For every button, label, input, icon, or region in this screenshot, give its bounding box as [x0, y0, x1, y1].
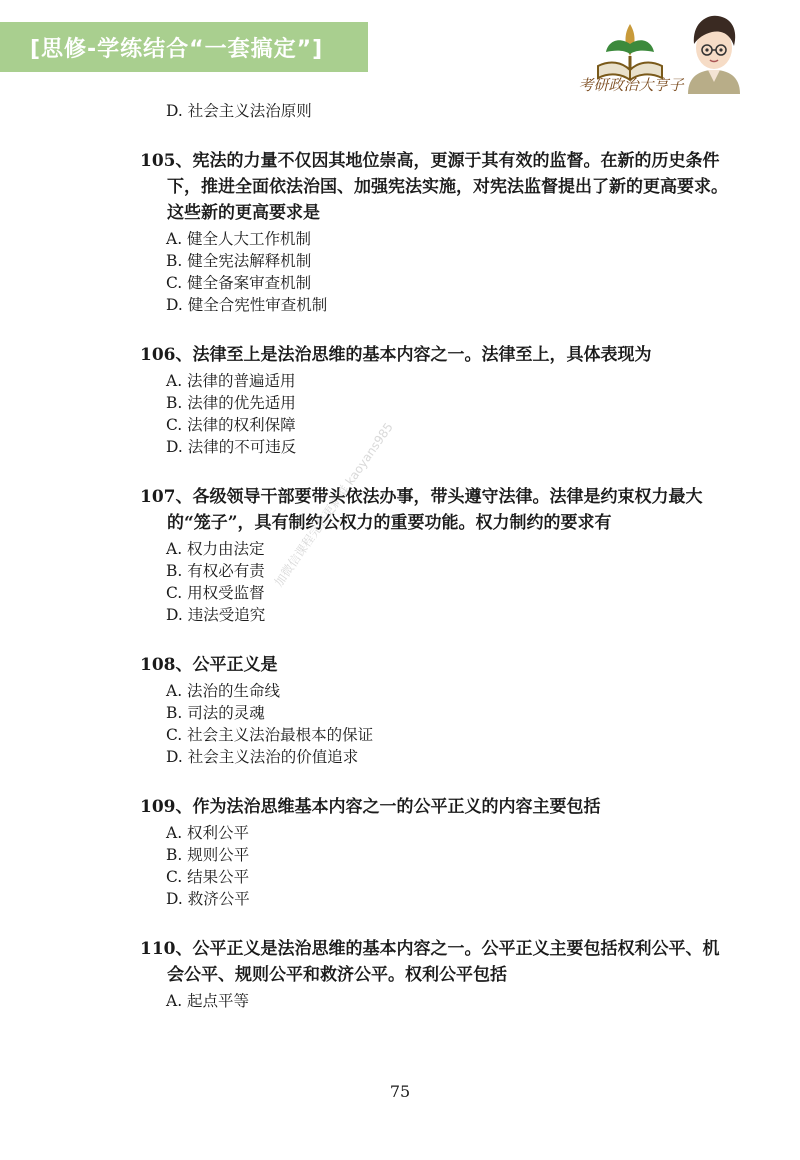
question-stem — [140, 794, 730, 820]
question-108 — [140, 652, 730, 768]
header-title: [思修-学练结合“一套搞定”] — [30, 36, 324, 62]
question-text: 公平正义是 — [192, 655, 278, 675]
option-b: B. 司法的灵魂 — [166, 704, 265, 722]
option-c: C. 结果公平 — [166, 868, 250, 886]
option-d: D. 健全合宪性审查机制 — [166, 296, 328, 314]
header-band — [0, 22, 368, 72]
option-b: B. 健全宪法解释机制 — [166, 252, 312, 270]
option-list — [140, 822, 730, 910]
question-text: 宪法的力量不仅因其地位崇高，更源于其有效的监督。在新的历史条件下，推进全面依法治国、加强宪法实施，对宪法监督提出了新的更高要求。这些新的更高要求是 — [167, 151, 728, 223]
question-number: 105、 — [140, 151, 193, 171]
option-d: D. 救济公平 — [166, 890, 250, 908]
option-c: C. 社会主义法治最根本的保证 — [166, 726, 374, 744]
option-list — [140, 370, 730, 458]
option-b: B. 法律的优先适用 — [166, 394, 296, 412]
question-109 — [140, 794, 730, 910]
option-a: A. 权力由法定 — [166, 540, 265, 558]
question-text: 法律至上是法治思维的基本内容之一。法律至上，具体表现为 — [192, 345, 652, 365]
question-number: 110、 — [140, 939, 193, 959]
page-number: 75 — [389, 1082, 411, 1101]
question-text: 公平正义是法治思维的基本内容之一。公平正义主要包括权利公平、机会公平、规则公平和救济公平。权利公平包括 — [167, 939, 720, 985]
question-stem — [140, 652, 730, 678]
option-a: A. 法律的普遍适用 — [166, 372, 296, 390]
option-b: B. 有权必有责 — [166, 562, 265, 580]
question-stem — [140, 148, 730, 226]
question-105 — [140, 148, 730, 316]
option-a: A. 权利公平 — [166, 824, 250, 842]
question-stem — [140, 936, 730, 988]
option-c: C. 法律的权利保障 — [166, 416, 296, 434]
question-number: 106、 — [140, 345, 193, 365]
watermark: 加微信课程完整更新群 kaoyans985 — [271, 420, 396, 590]
question-110 — [140, 936, 730, 1012]
question-list — [140, 100, 730, 1012]
option-a: A. 健全人大工作机制 — [166, 230, 312, 248]
brand-text: 考研政治大亨子 — [578, 76, 684, 94]
option-list — [140, 990, 730, 1012]
question-number: 107、 — [140, 487, 193, 507]
option-d: D. 法律的不可违反 — [166, 438, 297, 456]
option-a: A. 法治的生命线 — [166, 682, 281, 700]
option-list — [140, 538, 730, 626]
option-c: C. 用权受监督 — [166, 584, 265, 602]
question-number: 109、 — [140, 797, 193, 817]
option-list — [140, 680, 730, 768]
option-d: D. 违法受追究 — [166, 606, 266, 624]
leading-option: D. 社会主义法治原则 — [166, 102, 312, 120]
question-107 — [140, 484, 730, 626]
option-d: D. 社会主义法治的价值追求 — [166, 748, 359, 766]
option-list — [140, 228, 730, 316]
option-b: B. 规则公平 — [166, 846, 250, 864]
question-text: 各级领导干部要带头依法办事，带头遵守法律。法律是约束权力最大的“笼子”，具有制约公权力的重要功能。权力制约的要求有 — [167, 487, 703, 533]
cartoon-teacher-avatar-icon — [682, 12, 746, 94]
question-text: 作为法治思维基本内容之一的公平正义的内容主要包括 — [192, 797, 601, 817]
question-stem — [140, 484, 730, 536]
question-number: 108、 — [140, 655, 193, 675]
option-a: A. 起点平等 — [166, 992, 250, 1010]
option-c: C. 健全备案审查机制 — [166, 274, 312, 292]
